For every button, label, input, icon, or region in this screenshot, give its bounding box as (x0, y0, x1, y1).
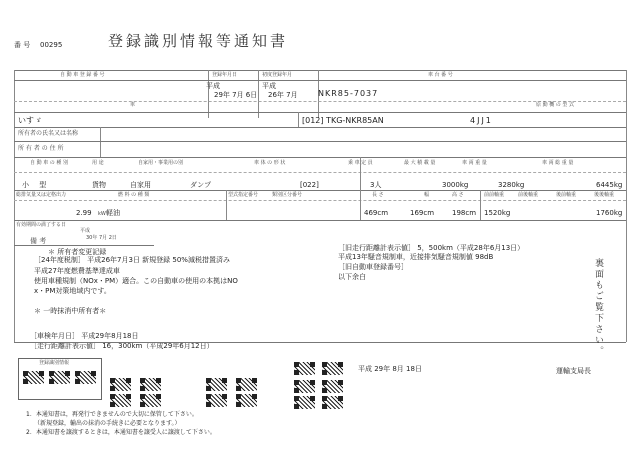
engine-type: 4JJ1 (470, 116, 493, 125)
qr-code-icon (23, 371, 44, 384)
label-reg-date: 登録年月日 (212, 72, 238, 78)
remarks-end-marker: 以下余白 (338, 273, 366, 281)
vehicle-use: 貨物 (92, 181, 106, 189)
qr-code-icon (206, 394, 227, 407)
owner-name-label: 所有者の氏名又は名称 (18, 130, 79, 137)
body-shape: ダンプ (190, 181, 212, 189)
remarks-line-1: ［24年度税制］ 平成26年7月3日 新規登録 50%減税措置済み (34, 256, 230, 264)
rear-rear-axle-value: 1760kg (596, 209, 623, 217)
qr-code-icon (294, 362, 315, 375)
label-vehicle-weight: 車 両 重 量 (462, 160, 487, 166)
label-fuel: 燃 料 の 種 類 (118, 192, 150, 198)
passenger-capacity: 3人 (370, 181, 382, 189)
height-value: 198cm (452, 209, 477, 217)
qr-code-icon (322, 380, 343, 393)
vehicle-kind: 小 型 (22, 181, 51, 189)
qr-code-icon (75, 371, 96, 384)
maker-name: いすゞ (18, 116, 42, 125)
footer-note-2: （新規登録，輸出の抹消の手続きに必要となります。） (34, 420, 181, 427)
qr-label: 登録識別情報 (39, 360, 70, 366)
document-title: 登録識別情報等通知書 (108, 32, 289, 50)
label-use: 用 途 (92, 160, 104, 166)
issue-date: 平成 29年 8月 18日 (358, 365, 422, 373)
width-value: 169cm (410, 209, 435, 217)
label-displacement: 総排気量又は定格出力 (16, 192, 67, 198)
first-reg-date: 26年 7月 (268, 91, 298, 99)
label-max-load: 最 大 積 載 量 (404, 160, 436, 166)
qr-code-icon (236, 394, 257, 407)
qr-code-icon (322, 362, 343, 375)
reg-date: 29年 7月 6日 (214, 91, 258, 99)
label-vehicle-kind: 自 動 車 の 種 別 (30, 160, 68, 166)
label-business-type: 自家用・事業用の別 (138, 160, 184, 166)
expiry-era: 平成 (80, 228, 91, 234)
qr-code-icon (236, 378, 257, 391)
remarks-line-4: x・PM対策地域内です。 (34, 287, 111, 295)
qr-code-icon (206, 378, 227, 391)
gross-weight: 6445kg (596, 181, 623, 189)
remarks-line-2: 平成27年度燃費基準達成車 (34, 267, 120, 275)
label-first-reg: 初度登録年月 (262, 72, 293, 78)
remarks-old-odometer: ［旧走行距離計表示値］ 5，500km（平成28年6月13日） (338, 244, 525, 252)
frame-right (626, 70, 627, 342)
front-front-axle-value: 1520kg (484, 209, 511, 217)
fuel-type: 軽油 (106, 209, 120, 217)
serial-number: 00295 (40, 41, 63, 49)
qr-code-icon (140, 394, 161, 407)
qr-code-icon (294, 380, 315, 393)
remarks-odometer: ［走行距離計表示値］ 16，300km（平成29年6月12日） (30, 342, 214, 350)
body-shape-code: [022] (300, 181, 319, 189)
remarks-history-title: ＊ 所有者変更記録 (48, 248, 107, 256)
footer-note-1: 1．本通知書は，再発行できませんので大切に保管して下さい。 (26, 411, 198, 418)
frame-top (14, 70, 626, 71)
label-reg-no: 自 動 車 登 録 番 号 (60, 72, 105, 78)
serial-label: 番 号 (14, 41, 31, 49)
expiry-date: 30年 7月 2日 (86, 235, 117, 241)
vehicle-weight: 3280kg (498, 181, 525, 189)
remarks-temporary-cancel: ＊ 一時抹消中所有者＊ (34, 307, 107, 315)
label-height: 高 さ (452, 192, 464, 198)
label-gross-weight: 車 両 総 重 量 (542, 160, 574, 166)
max-load: 3000kg (442, 181, 469, 189)
qr-code-icon (140, 378, 161, 391)
qr-code-icon (49, 371, 70, 384)
expiry-label: 有効期間の満了する日 (16, 222, 67, 228)
reg-era: 平成 (206, 82, 220, 90)
label-body-shape: 車 体 の 形 状 (254, 160, 286, 166)
remarks-inspection-date: ［車検年月日］ 平成29年8月18日 (30, 332, 139, 340)
label-class-number: 類別区分番号 (272, 192, 303, 198)
qr-code-icon (110, 394, 131, 407)
qr-code-icon (322, 396, 343, 409)
label-type-number: 型式指定番号 (228, 192, 259, 198)
label-chassis: 車 台 番 号 (428, 72, 453, 78)
model-code: [012] TKG-NKR85AN (302, 116, 384, 125)
label-length: 長 さ (372, 192, 384, 198)
label-engine-type: 原 動 機 の 型 式 (536, 102, 574, 108)
registration-id-seal (18, 358, 102, 400)
remarks-label: 備 考 (30, 237, 47, 245)
label-rear-front-axle: 後前軸重 (556, 192, 577, 198)
length-value: 469cm (364, 209, 389, 217)
displacement-unit: kW (98, 211, 106, 217)
displacement-value: 2.99 (76, 209, 92, 217)
first-reg-era: 平成 (262, 82, 276, 90)
chassis-number: NKR85-7037 (318, 89, 379, 98)
qr-code-icon (110, 378, 131, 391)
issuing-office: 運輸支局長 (556, 367, 591, 375)
label-front-rear-axle: 前後軸重 (518, 192, 539, 198)
qr-code-icon (294, 396, 315, 409)
label-width: 幅 (424, 192, 430, 198)
remarks-line-3: 使用車種規制（NOx・PM）適合。この自動車の使用の本拠はNO (34, 277, 238, 285)
label-vehicle-name: 車 (130, 102, 136, 108)
label-front-front-axle: 前前軸重 (484, 192, 505, 198)
footer-note-3: 2．本通知書を譲渡するときは，本通知書を譲受人に譲渡して下さい。 (26, 429, 216, 436)
remarks-noise-regulation: 平成13年騒音規制車，近接排気騒音規制値 98dB (338, 253, 494, 261)
label-rear-rear-axle: 後後軸重 (594, 192, 615, 198)
frame-left (14, 70, 15, 342)
owner-address-label: 所 有 者 の 住 所 (18, 145, 64, 152)
business-type: 自家用 (130, 181, 151, 189)
remarks-old-reg-number: ［旧自動車登録番号］ (338, 263, 408, 271)
label-capacity: 乗 車 定 員 (348, 160, 373, 166)
see-reverse-note: 裏面もご覧下さい。 (593, 258, 603, 357)
